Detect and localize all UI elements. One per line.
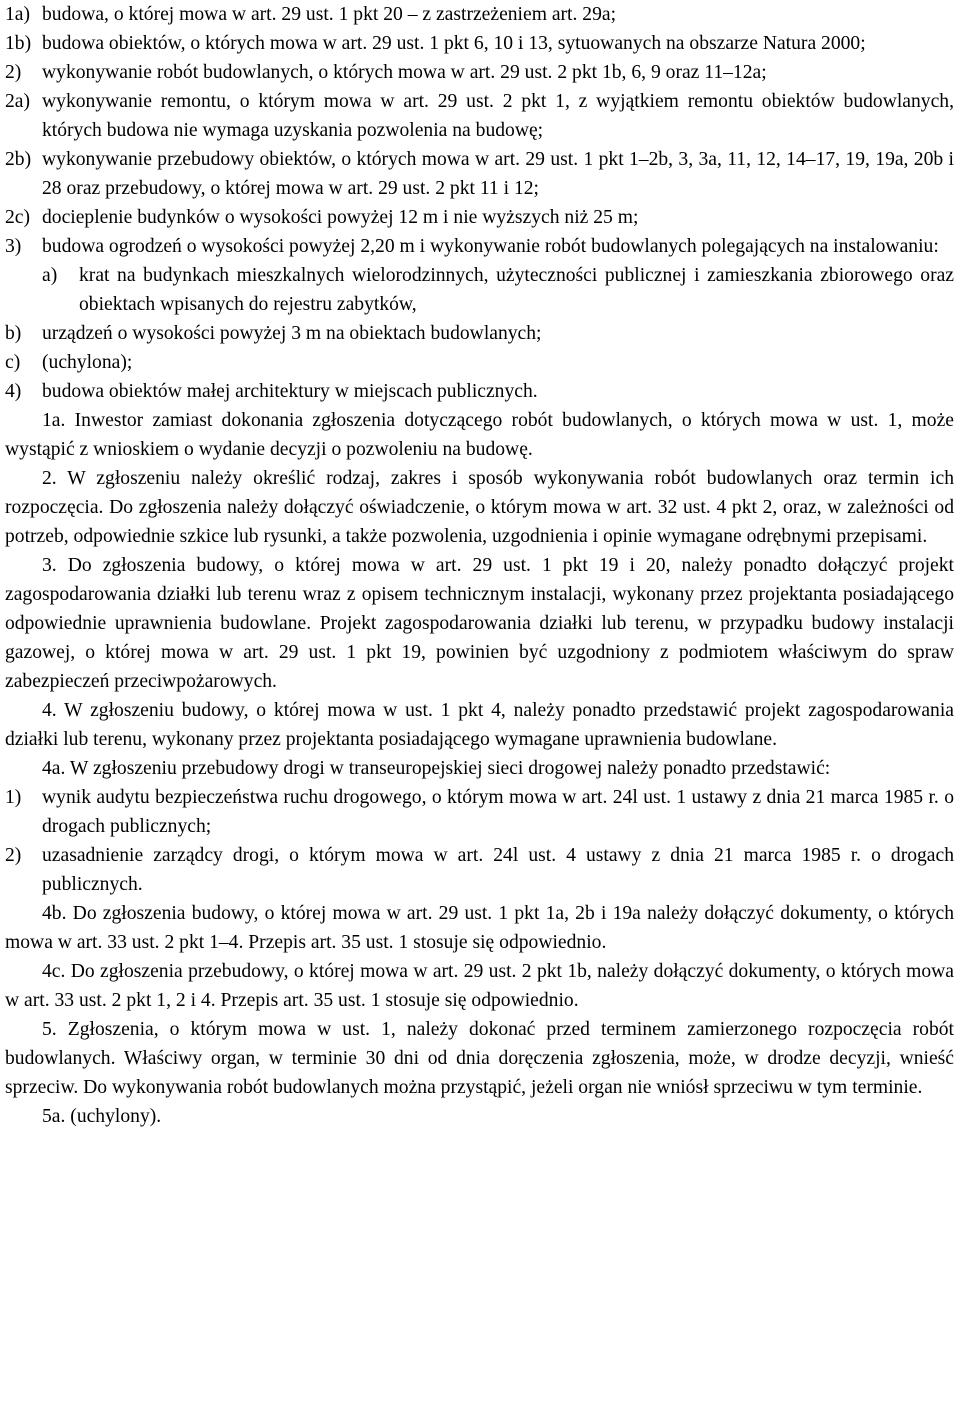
paragraph-4: 4. W zgłoszeniu budowy, o której mowa w ust. 1 pkt 4, należy ponadto przedstawić projekt zagospodarowania działki lub terenu, wykonany przez projektanta posiadającego wymagane uprawnienia budowlane. [5,700,954,750]
item-label: 2b) [5,149,32,170]
item-label: 3) [5,236,22,257]
item-text: budowa, o której mowa w art. 29 ust. 1 pkt 20 – z zastrzeżeniem art. 29a; [42,4,617,25]
list-item-2 [5,58,954,87]
list-subitem-3b [5,319,954,348]
item-text: docieplenie budynków o wysokości powyżej 12 m i nie wyższych niż 25 m; [42,207,639,228]
item-text: wykonywanie przebudowy obiektów, o których mowa w art. 29 ust. 1 pkt 1–2b, 3, 3a, 11, 12, 14–17, 19, 19a, 20b i 28 oraz przebudowy, o której mowa w art. 29 ust. 2 pkt 11 i 12; [42,149,954,199]
item-text: urządzeń o wysokości powyżej 3 m na obiektach budowlanych; [42,323,542,344]
paragraph-4a: 4a. W zgłoszeniu przebudowy drogi w transeuropejskiej sieci drogowej należy ponadto przedstawić: [42,758,831,779]
list-item-4 [5,377,954,406]
item-label: 2) [5,62,22,83]
item-text: wynik audytu bezpieczeństwa ruchu drogowego, o którym mowa w art. 24l ust. 1 ustawy z dnia 21 marca 1985 r. o drogach publicznych; [42,787,954,837]
item-label: 4) [5,381,22,402]
item-text: (uchylona); [42,352,133,373]
paragraph-5a: 5a. (uchylony). [42,1106,162,1127]
item-text: budowa obiektów małej architektury w miejscach publicznych. [42,381,538,402]
item-text: wykonywanie remontu, o którym mowa w art. 29 ust. 2 pkt 1, z wyjątkiem remontu obiektów budowlanych, których budowa nie wymaga uzyskania pozwolenia na budowę; [42,91,954,141]
paragraph-3: 3. Do zgłoszenia budowy, o której mowa w art. 29 ust. 1 pkt 19 i 20, należy ponadto dołączyć projekt zagospodarowania działki lub terenu wraz z opisem technicznym instalacji, wykonany przez projektanta posiadającego odpowiednie uprawnienia budowlane. Projekt zagospodarowania działki lub terenu, w przypadku budowy instalacji gazowej, o której mowa w art. 29 ust. 1 pkt 19, powinien być uzgodniony z podmiotem właściwym do spraw zabezpieczeń przeciwpożarowych. [5,555,954,692]
paragraph-4c: 4c. Do zgłoszenia przebudowy, o której mowa w art. 29 ust. 2 pkt 1b, należy dołączyć dokumenty, o których mowa w art. 33 ust. 2 pkt 1, 2 i 4. Przepis art. 35 ust. 1 stosuje się odpowiednio. [5,961,954,1011]
list-item-2a [5,87,954,145]
item-label: 1b) [5,33,32,54]
item-label: c) [5,352,21,373]
item-label: 1a) [5,4,31,25]
item-label: b) [5,323,22,344]
list-item-2c [5,203,954,232]
list-item-1b [5,29,954,58]
item-label: 2a) [5,91,31,112]
item-text: krat na budynkach mieszkalnych wielorodzinnych, użyteczności publicznej i zamieszkania zbiorowego oraz obiektach wpisanych do rejestru zabytków, [79,265,954,315]
list-item-3 [5,232,954,261]
list-subitem-3c [5,348,954,377]
paragraph-1a: 1a. Inwestor zamiast dokonania zgłoszenia dotyczącego robót budowlanych, o których mowa w ust. 1, może wystąpić z wnioskiem o wydanie decyzji o pozwoleniu na budowę. [5,410,954,460]
item-label: 1) [5,787,22,808]
paragraph-2: 2. W zgłoszeniu należy określić rodzaj, zakres i sposób wykonywania robót budowlanych oraz termin ich rozpoczęcia. Do zgłoszenia należy dołączyć oświadczenie, o którym mowa w art. 32 ust. 4 pkt 2, oraz, w zależności od potrzeb, odpowiednie szkice lub rysunki, a także pozwolenia, uzgodnienia i opinie wymagane odrębnymi przepisami. [5,468,954,547]
paragraph-4b: 4b. Do zgłoszenia budowy, o której mowa w art. 29 ust. 1 pkt 1a, 2b i 19a należy dołączyć dokumenty, o których mowa w art. 33 ust. 2 pkt 1–4. Przepis art. 35 ust. 1 stosuje się odpowiednio. [5,903,954,953]
item-text: uzasadnienie zarządcy drogi, o którym mowa w art. 24l ust. 4 ustawy z dnia 21 marca 1985 r. o drogach publicznych. [42,845,954,895]
list-item-4a-1 [5,783,954,841]
list-subitem-3a [42,261,954,319]
item-text: budowa obiektów, o których mowa w art. 29 ust. 1 pkt 6, 10 i 13, sytuowanych na obszarze Natura 2000; [42,33,866,54]
item-label: a) [42,265,58,286]
item-label: 2) [5,845,22,866]
list-item-4a-2 [5,841,954,899]
paragraph-5: 5. Zgłoszenia, o którym mowa w ust. 1, należy dokonać przed terminem zamierzonego rozpoczęcia robót budowlanych. Właściwy organ, w terminie 30 dni od dnia doręczenia zgłoszenia, może, w drodze decyzji, wnieść sprzeciw. Do wykonywania robót budowlanych można przystąpić, jeżeli organ nie wniósł sprzeciwu w tym terminie. [5,1019,954,1098]
list-item-2b [5,145,954,203]
list-item-1a [5,0,954,29]
item-text: budowa ogrodzeń o wysokości powyżej 2,20 m i wykonywanie robót budowlanych polegających na instalowaniu: [42,236,939,257]
item-label: 2c) [5,207,31,228]
item-text: wykonywanie robót budowlanych, o których mowa w art. 29 ust. 2 pkt 1b, 6, 9 oraz 11–12a; [42,62,767,83]
